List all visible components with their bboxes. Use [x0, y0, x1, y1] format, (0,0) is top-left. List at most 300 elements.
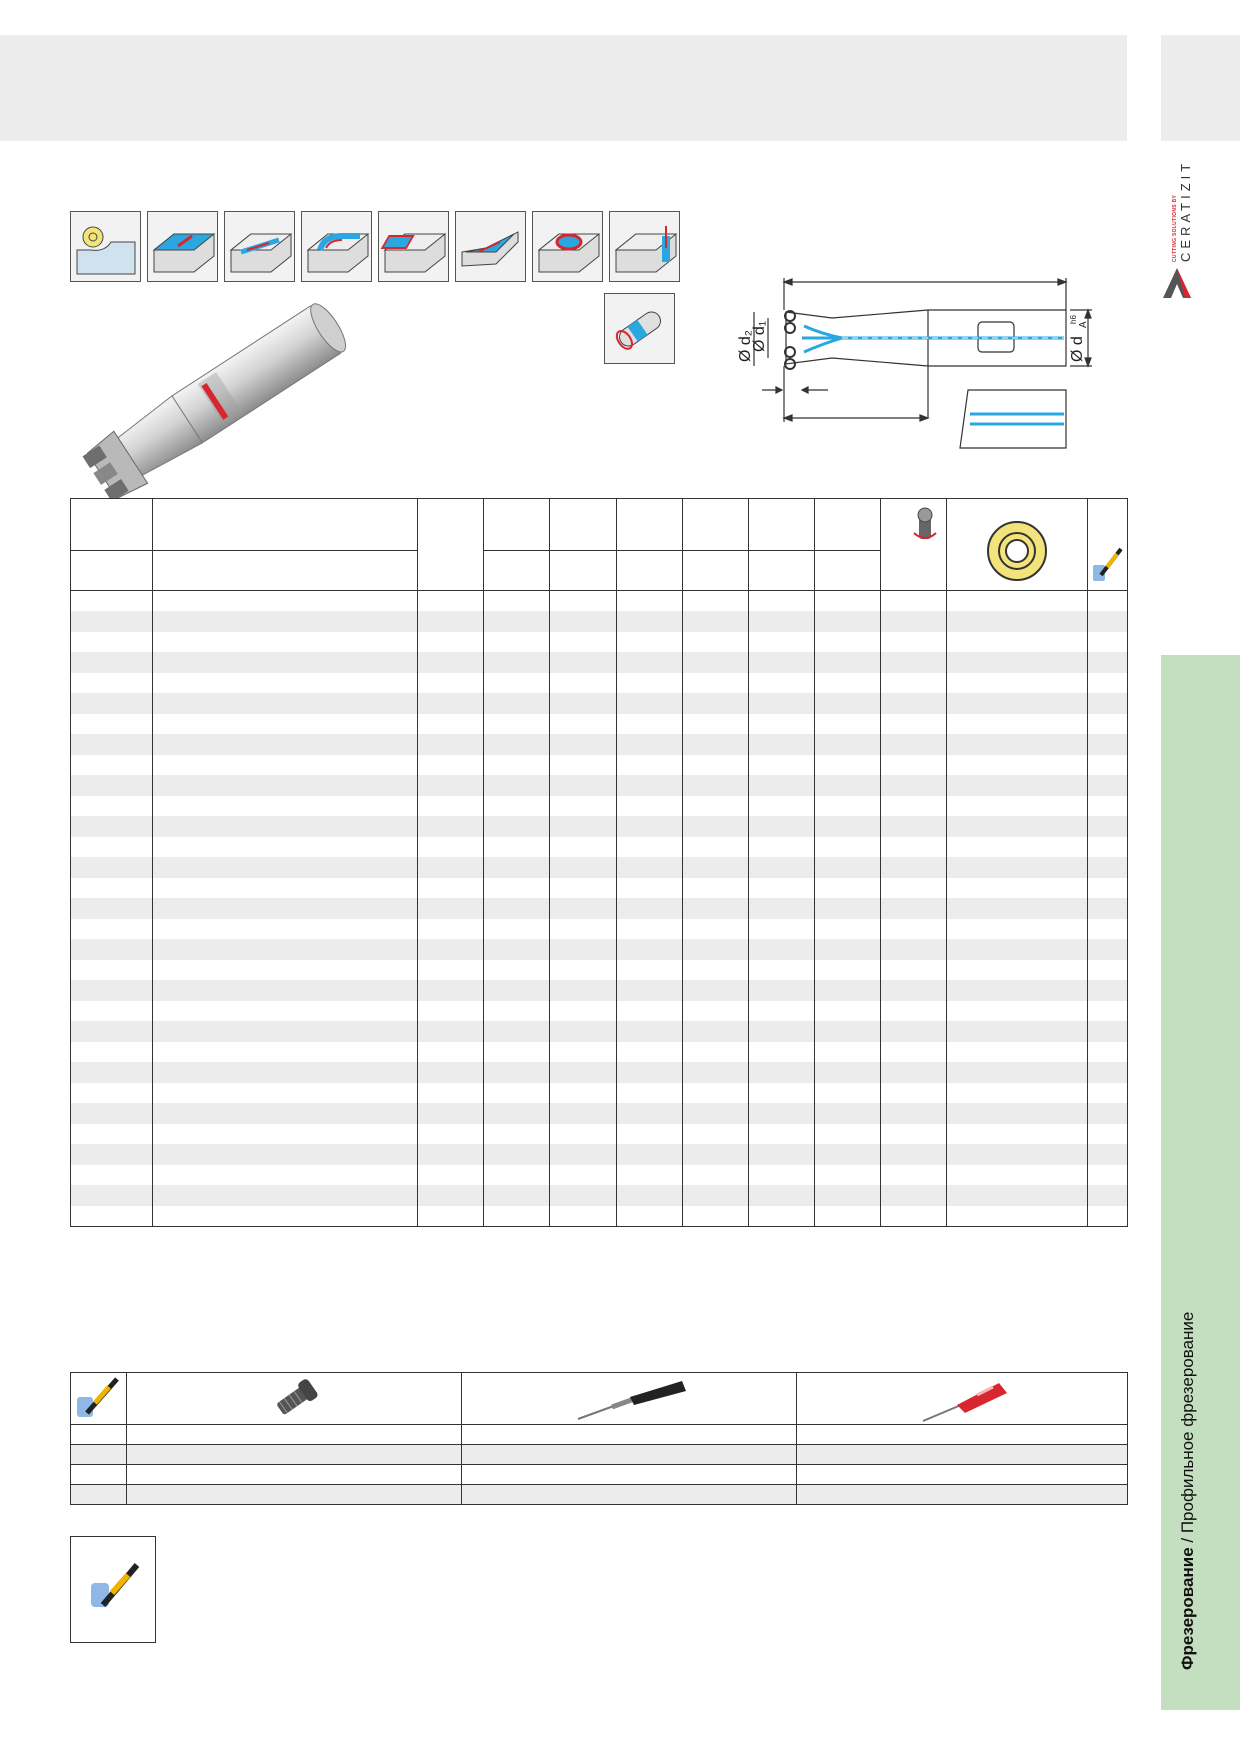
product-table-header [71, 499, 1128, 591]
table-cell [616, 816, 682, 837]
table-cell [71, 1185, 153, 1206]
table-row [71, 857, 1128, 878]
table-cell [682, 611, 748, 632]
table-cell [417, 1083, 483, 1104]
table-cell [71, 611, 153, 632]
table-cell [881, 1124, 947, 1145]
table-cell [1087, 980, 1127, 1001]
table-cell [1087, 1185, 1127, 1206]
table-cell [881, 857, 947, 878]
table-cell [71, 1445, 127, 1465]
table-row [71, 796, 1128, 817]
table-cell [484, 1042, 550, 1063]
table-row [71, 632, 1128, 653]
table-cell [682, 816, 748, 837]
table-cell [550, 632, 616, 653]
table-cell [153, 673, 418, 694]
table-cell [484, 591, 550, 612]
table-cell [881, 816, 947, 837]
table-cell [748, 673, 814, 694]
table-cell [682, 878, 748, 899]
table-cell [616, 652, 682, 673]
table-cell [417, 796, 483, 817]
table-cell [881, 673, 947, 694]
table-cell [815, 1206, 881, 1227]
table-cell [484, 857, 550, 878]
side-category-tab[interactable] [1161, 655, 1240, 1710]
table-cell [682, 857, 748, 878]
table-cell [748, 1021, 814, 1042]
table-cell [881, 652, 947, 673]
table-cell [815, 1001, 881, 1022]
table-row [71, 939, 1128, 960]
table-cell [947, 591, 1087, 612]
table-cell [947, 898, 1087, 919]
table-cell [153, 775, 418, 796]
table-cell [71, 775, 153, 796]
table-row [71, 980, 1128, 1001]
table-row [71, 919, 1128, 940]
acc-header-torque-key [797, 1373, 1128, 1425]
table-row [71, 1425, 1128, 1445]
table-cell [71, 878, 153, 899]
table-cell [881, 1185, 947, 1206]
table-cell [616, 796, 682, 817]
table-cell [153, 591, 418, 612]
table-cell [417, 1062, 483, 1083]
table-cell [484, 1083, 550, 1104]
table-cell [71, 1425, 127, 1445]
table-cell [484, 1001, 550, 1022]
table-cell [484, 1062, 550, 1083]
table-row [71, 1042, 1128, 1063]
table-cell [748, 1144, 814, 1165]
table-cell [947, 1206, 1087, 1227]
table-cell [417, 673, 483, 694]
contour-milling-icon [301, 211, 372, 282]
table-row [71, 755, 1128, 776]
table-cell [417, 939, 483, 960]
table-cell [881, 1144, 947, 1165]
table-cell [815, 1165, 881, 1186]
table-cell [1087, 1103, 1127, 1124]
table-cell [815, 857, 881, 878]
table-cell [1087, 1062, 1127, 1083]
table-row [71, 837, 1128, 858]
table-cell [947, 1185, 1087, 1206]
table-cell [947, 960, 1087, 981]
table-cell [462, 1425, 797, 1445]
table-cell [1087, 960, 1127, 981]
table-cell [616, 1165, 682, 1186]
table-cell [417, 1185, 483, 1206]
table-cell [153, 734, 418, 755]
table-cell [71, 1144, 153, 1165]
table-cell [71, 1083, 153, 1104]
table-cell [947, 714, 1087, 735]
table-cell [71, 714, 153, 735]
table-cell [881, 714, 947, 735]
header-col-6 [748, 499, 814, 591]
table-cell [1087, 816, 1127, 837]
table-row [71, 775, 1128, 796]
table-cell [71, 755, 153, 776]
table-cell [1087, 1083, 1127, 1104]
table-cell [462, 1465, 797, 1485]
table-cell [484, 755, 550, 776]
table-cell [1087, 714, 1127, 735]
table-cell [71, 1124, 153, 1145]
acc-header-icon [71, 1373, 127, 1425]
table-cell [616, 775, 682, 796]
table-cell [127, 1465, 462, 1485]
table-cell [417, 919, 483, 940]
side-tab-separator: / [1178, 1533, 1197, 1548]
table-cell [616, 1185, 682, 1206]
table-cell [153, 1185, 418, 1206]
table-cell [616, 1124, 682, 1145]
table-row [71, 1001, 1128, 1022]
table-cell [947, 796, 1087, 817]
table-cell [947, 652, 1087, 673]
table-cell [881, 693, 947, 714]
table-cell [550, 898, 616, 919]
table-cell [682, 1165, 748, 1186]
ramping-icon [455, 211, 526, 282]
table-cell [550, 1165, 616, 1186]
table-cell [71, 1062, 153, 1083]
table-cell [71, 1042, 153, 1063]
table-cell [71, 939, 153, 960]
table-cell [682, 714, 748, 735]
table-cell [616, 1144, 682, 1165]
table-cell [947, 1001, 1087, 1022]
table-cell [417, 980, 483, 1001]
face-milling-icon [147, 211, 218, 282]
table-cell [616, 1103, 682, 1124]
table-cell [748, 837, 814, 858]
torque-screwdriver-icon [917, 1375, 1037, 1423]
table-cell [71, 591, 153, 612]
table-cell [1087, 939, 1127, 960]
table-cell [417, 898, 483, 919]
table-row [71, 591, 1128, 612]
table-row [71, 1185, 1128, 1206]
application-icons [70, 211, 680, 282]
table-cell [484, 837, 550, 858]
table-cell [484, 693, 550, 714]
table-cell [616, 898, 682, 919]
table-cell [748, 755, 814, 776]
table-cell [748, 693, 814, 714]
pocket-milling-icon [378, 211, 449, 282]
table-cell [815, 693, 881, 714]
table-cell [1087, 611, 1127, 632]
table-cell [616, 693, 682, 714]
table-cell [1087, 591, 1127, 612]
table-cell [682, 1206, 748, 1227]
table-cell [682, 693, 748, 714]
table-row [71, 734, 1128, 755]
header-col-5 [682, 499, 748, 591]
table-cell [153, 755, 418, 776]
table-cell [153, 1124, 418, 1145]
table-cell [682, 1062, 748, 1083]
table-cell [153, 693, 418, 714]
table-cell [947, 1144, 1087, 1165]
table-cell [616, 591, 682, 612]
table-cell [550, 673, 616, 694]
table-cell [748, 611, 814, 632]
table-cell [550, 816, 616, 837]
table-cell [550, 693, 616, 714]
accessories-header [71, 1373, 1128, 1425]
table-cell [947, 878, 1087, 899]
table-row [71, 960, 1128, 981]
table-cell [417, 837, 483, 858]
table-cell [682, 734, 748, 755]
table-cell [484, 980, 550, 1001]
table-cell [550, 1206, 616, 1227]
da-subscript: A [1078, 321, 1089, 328]
table-cell [417, 1206, 483, 1227]
table-cell [815, 898, 881, 919]
table-cell [550, 857, 616, 878]
header-col-1 [417, 499, 483, 591]
table-cell [815, 1083, 881, 1104]
table-cell [1087, 919, 1127, 940]
table-cell [815, 919, 881, 940]
table-cell [71, 734, 153, 755]
table-cell [748, 1001, 814, 1022]
table-cell [127, 1425, 462, 1445]
table-cell [682, 919, 748, 940]
header-col-8 [881, 499, 947, 591]
table-row [71, 714, 1128, 735]
table-cell [815, 714, 881, 735]
table-cell [616, 980, 682, 1001]
table-cell [127, 1485, 462, 1505]
table-cell [153, 632, 418, 653]
table-cell [417, 1144, 483, 1165]
table-cell [1087, 755, 1127, 776]
table-row [71, 693, 1128, 714]
table-cell [484, 714, 550, 735]
table-cell [616, 1042, 682, 1063]
side-tab-category: Фрезерование [1178, 1547, 1197, 1670]
table-cell [616, 878, 682, 899]
table-cell [153, 796, 418, 817]
tightening-torque-icon [910, 505, 940, 545]
acc-header-screwdriver [462, 1373, 797, 1425]
table-cell [153, 980, 418, 1001]
table-cell [815, 1103, 881, 1124]
table-row [71, 1062, 1128, 1083]
table-cell [550, 652, 616, 673]
table-cell [616, 939, 682, 960]
header-col-3 [550, 499, 616, 591]
header-col-7 [815, 499, 881, 591]
table-cell [682, 939, 748, 960]
table-cell [881, 1165, 947, 1186]
table-row [71, 1445, 1128, 1465]
table-cell [153, 652, 418, 673]
acc-header-screw [127, 1373, 462, 1425]
table-cell [881, 960, 947, 981]
table-cell [71, 1465, 127, 1485]
table-cell [748, 775, 814, 796]
table-cell [797, 1445, 1128, 1465]
table-cell [881, 1042, 947, 1063]
header-col-tools [1087, 499, 1127, 591]
table-cell [616, 1062, 682, 1083]
table-cell [881, 1021, 947, 1042]
table-cell [417, 878, 483, 899]
table-cell [947, 939, 1087, 960]
table-cell [682, 1083, 748, 1104]
table-cell [153, 898, 418, 919]
table-cell [153, 878, 418, 899]
table-cell [748, 652, 814, 673]
table-cell [682, 652, 748, 673]
table-cell [484, 734, 550, 755]
table-cell [748, 1206, 814, 1227]
table-cell [550, 611, 616, 632]
table-cell [417, 714, 483, 735]
screwdriver-icon [572, 1375, 692, 1423]
table-cell [748, 796, 814, 817]
table-cell [484, 1021, 550, 1042]
round-insert-icon [985, 519, 1049, 583]
table-cell [881, 611, 947, 632]
table-cell [947, 734, 1087, 755]
table-cell [947, 1042, 1087, 1063]
table-cell [815, 816, 881, 837]
table-cell [881, 734, 947, 755]
table-cell [550, 734, 616, 755]
table-cell [815, 632, 881, 653]
table-cell [682, 1185, 748, 1206]
table-cell [748, 816, 814, 837]
milling-cutter-image [68, 285, 368, 510]
table-cell [616, 632, 682, 653]
table-cell [815, 1021, 881, 1042]
table-cell [1087, 673, 1127, 694]
table-cell [1087, 898, 1127, 919]
corner-tab [1161, 35, 1240, 141]
table-cell [1087, 1042, 1127, 1063]
table-cell [550, 796, 616, 817]
table-cell [153, 1206, 418, 1227]
table-cell [462, 1445, 797, 1465]
table-row [71, 1103, 1128, 1124]
table-cell [881, 939, 947, 960]
table-cell [550, 939, 616, 960]
helical-milling-icon [532, 211, 603, 282]
table-cell [881, 878, 947, 899]
table-cell [815, 652, 881, 673]
table-cell [153, 1165, 418, 1186]
accessories-body [71, 1425, 1128, 1505]
brand-text [1172, 152, 1202, 262]
table-cell [417, 591, 483, 612]
table-cell [484, 652, 550, 673]
table-cell [748, 591, 814, 612]
table-row [71, 898, 1128, 919]
table-cell [71, 1103, 153, 1124]
table-cell [484, 919, 550, 940]
internal-coolant-icon [604, 293, 675, 364]
table-cell [550, 1144, 616, 1165]
table-cell [71, 1485, 127, 1505]
table-cell [153, 919, 418, 940]
logo-triangle-icon [1163, 268, 1191, 298]
table-cell [797, 1465, 1128, 1485]
header-col-4 [616, 499, 682, 591]
table-cell [881, 591, 947, 612]
table-cell [815, 1185, 881, 1206]
table-cell [484, 673, 550, 694]
table-cell [417, 652, 483, 673]
table-cell [550, 919, 616, 940]
table-cell [484, 1103, 550, 1124]
table-cell [550, 1083, 616, 1104]
table-cell [71, 693, 153, 714]
table-row [71, 1465, 1128, 1485]
table-cell [417, 775, 483, 796]
table-cell [484, 1144, 550, 1165]
table-cell [748, 1103, 814, 1124]
table-cell [748, 939, 814, 960]
table-cell [484, 1185, 550, 1206]
table-cell [1087, 652, 1127, 673]
table-cell [550, 1124, 616, 1145]
table-cell [616, 919, 682, 940]
table-cell [748, 857, 814, 878]
table-cell [1087, 796, 1127, 817]
table-cell [462, 1485, 797, 1505]
spare-parts-icon [1091, 545, 1125, 585]
copy-milling-icon [70, 211, 141, 282]
table-cell [947, 755, 1087, 776]
table-cell [550, 878, 616, 899]
header-band [0, 35, 1127, 141]
table-cell [153, 857, 418, 878]
table-cell [815, 878, 881, 899]
table-cell [550, 1103, 616, 1124]
table-cell [881, 1001, 947, 1022]
table-cell [417, 734, 483, 755]
table-cell [153, 1021, 418, 1042]
table-cell [748, 714, 814, 735]
table-cell [881, 1103, 947, 1124]
table-cell [748, 632, 814, 653]
table-cell [881, 898, 947, 919]
table-row [71, 1144, 1128, 1165]
table-cell [881, 1206, 947, 1227]
table-cell [748, 960, 814, 981]
table-cell [682, 898, 748, 919]
tolerance-label: h6 [1069, 315, 1078, 324]
table-cell [682, 1103, 748, 1124]
table-cell [616, 714, 682, 735]
table-cell [1087, 1165, 1127, 1186]
table-cell [153, 1001, 418, 1022]
table-row [71, 1083, 1128, 1104]
table-cell [71, 796, 153, 817]
table-row [71, 816, 1128, 837]
note-box [70, 1536, 156, 1643]
